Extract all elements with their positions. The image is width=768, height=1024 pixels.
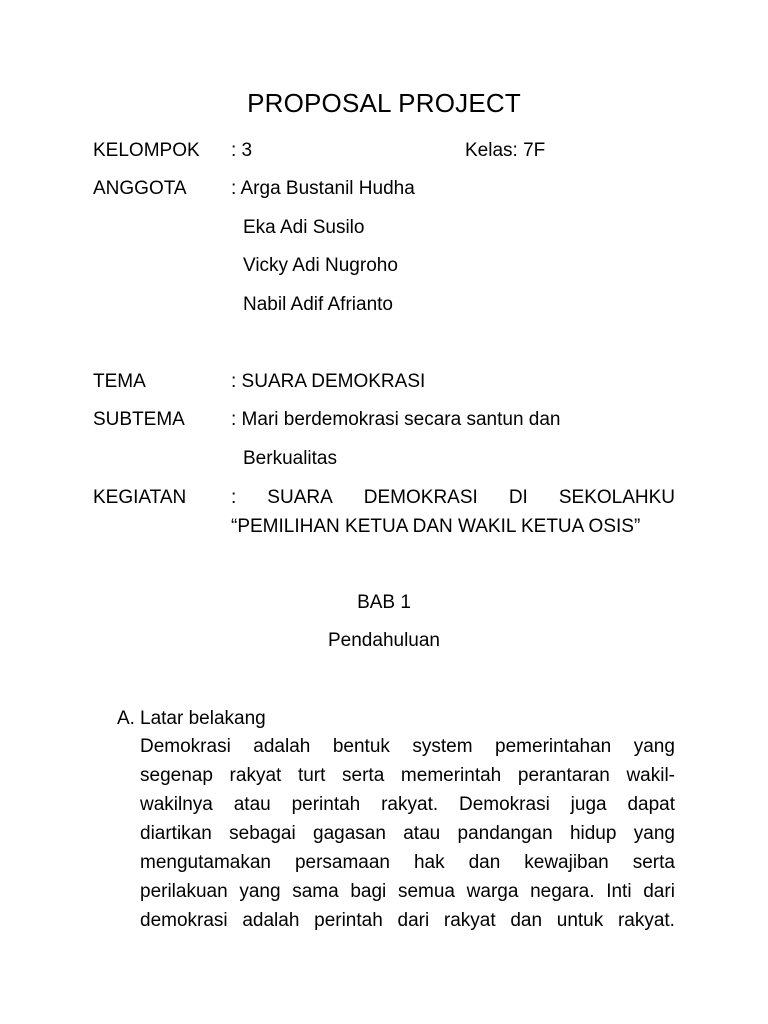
paragraph-word: memerintah [400,765,502,786]
kegiatan-word: : [231,487,237,508]
kelompok-row [93,139,675,163]
kegiatan-line-1 [231,486,675,510]
paragraph-word: perantaran [517,765,610,786]
paragraph-word: mengutamakan [140,852,271,873]
paragraph-word: turt [297,765,326,786]
paragraph-word: yang [633,823,675,844]
paragraph-word: perintah [291,794,361,815]
section-heading-text: Latar belakang [140,708,266,729]
anggota-member: Eka Adi Susilo [243,217,365,238]
kegiatan-word: SUARA [267,487,333,508]
paragraph-word: gagasan [313,823,386,844]
tema-row [93,370,675,394]
kegiatan-value [231,486,675,544]
paragraph-word: perilakuan [140,881,228,902]
paragraph-word: semua [397,881,455,902]
paragraph-word: serta [632,852,675,873]
paragraph-word: wakilnya [140,794,213,815]
paragraph-word: atau [233,794,271,815]
kegiatan-word: DEMOKRASI [363,487,478,508]
paragraph-word: wakil- [626,765,675,786]
anggota-member: Vicky Adi Nugroho [243,255,398,276]
anggota-row-2 [93,216,675,240]
paragraph-word: Inti [606,881,632,902]
paragraph-word: bagi [350,881,387,902]
paragraph-line [140,790,675,819]
paragraph-word: dan [510,910,543,931]
paragraph-word: rakyat [229,765,282,786]
section-heading [117,706,675,732]
paragraph-line [140,877,675,906]
paragraph-word: yang [633,736,675,757]
section-letter: A. [117,708,135,729]
anggota-member: : Arga Bustanil Hudha [231,178,415,199]
chapter-title: Pendahuluan [328,630,440,651]
paragraph-word: dan [468,852,501,873]
paragraph-word: dapat [627,794,675,815]
paragraph-word: Demokrasi [459,794,550,815]
paragraph-word: perintah [314,910,383,931]
subtema-row [93,408,675,432]
kelompok-label: KELOMPOK [93,140,200,161]
chapter-number: BAB 1 [357,592,411,613]
anggota-row-3 [93,254,675,278]
paragraph-word: untuk [556,910,604,931]
paragraph-word: persamaan [294,852,390,873]
paragraph-word: kewajiban [524,852,609,873]
kegiatan-line-2: “PEMILIHAN KETUA DAN WAKIL KETUA OSIS” [231,516,641,537]
paragraph-word: hak [413,852,445,873]
kegiatan-label: KEGIATAN [93,487,187,508]
paragraph-word: rakyat. [381,794,439,815]
paragraph-line [140,761,675,790]
anggota-row [93,177,675,201]
paragraph-word: dari [397,910,430,931]
paragraph-word: pemerintahan [495,736,612,757]
paragraph-word: juga [570,794,607,815]
paragraph-word: negara. [530,881,595,902]
subtema-row-2 [93,447,675,471]
anggota-label: ANGGOTA [93,178,187,199]
paragraph-word: pandangan [457,823,553,844]
paragraph-line [140,819,675,848]
paragraph-word: adalah [242,910,300,931]
anggota-member: Nabil Adif Afrianto [243,294,393,315]
kelompok-value: : 3 [231,140,253,161]
paragraph-word: rakyat [443,910,496,931]
tema-label: TEMA [93,371,146,392]
paragraph-word: Demokrasi [140,736,231,757]
paragraph-word: atau [403,823,441,844]
paragraph-word: rakyat. [617,910,675,931]
subtema-value-continued: Berkualitas [243,448,337,469]
paragraph-word: dari [643,881,675,902]
kegiatan-word: DI [508,487,528,508]
paragraph-word: serta [342,765,385,786]
anggota-row-4 [93,293,675,317]
paragraph-word: hidup [569,823,617,844]
document-title: PROPOSAL PROJECT [247,88,521,118]
tema-value: : SUARA DEMOKRASI [231,371,426,392]
paragraph-word: bentuk [332,736,390,757]
paragraph-word: yang [239,881,281,902]
paragraph-line [140,906,675,935]
subtema-label: SUBTEMA [93,409,185,430]
subtema-value: : Mari berdemokrasi secara santun dan [231,409,561,430]
section-latar-belakang [117,706,675,935]
paragraph-word: adalah [253,736,311,757]
kelas-value: Kelas: 7F [465,140,546,161]
paragraph-word: system [412,736,473,757]
paragraph-word: sama [292,881,339,902]
paragraph-line [140,848,675,877]
latar-belakang-paragraph [140,732,675,935]
paragraph-word: diartikan [140,823,212,844]
kegiatan-word: SEKOLAHKU [558,487,675,508]
paragraph-word: warga [466,881,519,902]
paragraph-line [140,732,675,761]
paragraph-word: demokrasi [140,910,228,931]
paragraph-word: sebagai [229,823,296,844]
paragraph-word: segenap [140,765,213,786]
